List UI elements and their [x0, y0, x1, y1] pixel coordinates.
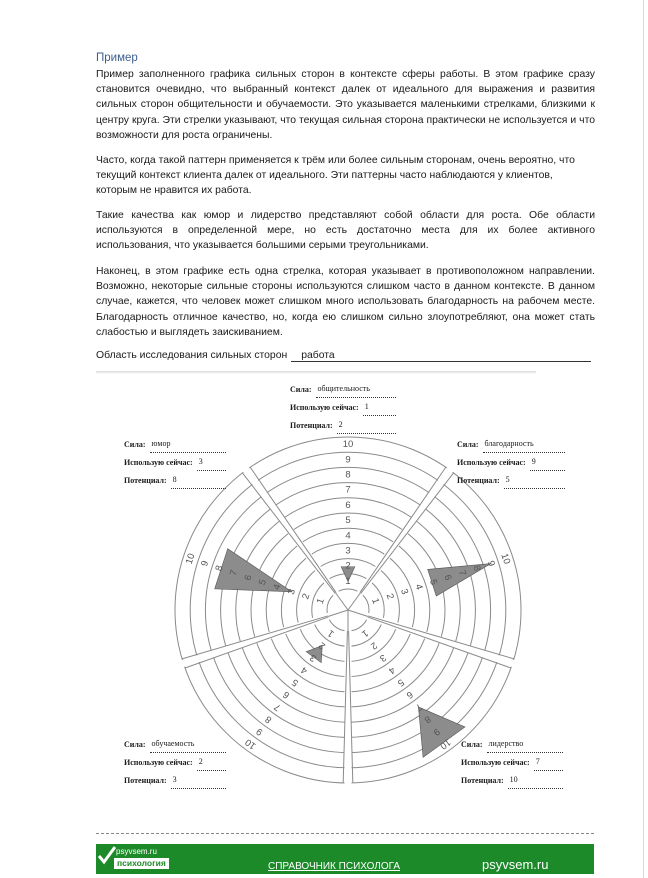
footer-bar: [96, 844, 594, 874]
using-now-value: 3: [197, 453, 226, 471]
ring-number: 1: [325, 627, 337, 640]
using-now-label: Использую сейчас:: [457, 458, 526, 467]
ring-number: 3: [398, 587, 411, 596]
paragraph-1: Пример заполненного графика сильных сторон в контексте сферы работы. В этом графике сразу становится очевидно, что выбранный контекст далек от идеального для выражения и развития сильных сторон общительности и обучаемости. Это указывается маленькими стрелками, близкими к центру круга. Эти стрелки указывают, что текущая сильная сторона практически не используется и что возможности для роста ограничены.: [96, 69, 595, 141]
using-now-label: Использую сейчас:: [461, 758, 530, 767]
using-now-value: 1: [363, 398, 396, 416]
using-now-value: 2: [197, 753, 226, 771]
strength-label: Сила:: [290, 385, 312, 394]
ring-number: 8: [263, 713, 275, 726]
paragraph-3: Такие качества как юмор и лидерство представляют собой области для роста. Обе области используются в определенной мере, но есть достаточно места для их более активного использования, что указывается большими серыми треугольниками.: [96, 210, 595, 252]
ring-number: 4: [386, 664, 397, 677]
ring-number: 6: [281, 688, 292, 701]
ring-number: 7: [228, 568, 241, 578]
ring-number: 9: [484, 559, 497, 568]
ring-number: 7: [455, 568, 468, 578]
potential-label: Потенциал:: [290, 421, 333, 430]
paragraph-4: Наконец, в этом графике есть одна стрелка, которая указывает в противоположном направлении. Возможно, некоторые сильные стороны используются слишком часто в данном контексте. В данном случае, кажется, что человек может слишком много использовать благодарность на рабочем месте. Благодарность отличное качество, но, когда ею слишком сильно злоупотребляют, она может стать слабостью и выглядеть заискиванием.: [96, 266, 595, 338]
ring-number: 10: [243, 736, 259, 752]
using-now-value: 9: [530, 453, 565, 471]
ring-number: 9: [199, 559, 212, 568]
ring-number: 4: [345, 530, 351, 542]
ring-number: 6: [345, 499, 351, 511]
potential-value: 8: [171, 471, 226, 489]
strength-label: Сила:: [124, 740, 146, 749]
card-sociability: [290, 380, 396, 434]
ring-number: 4: [299, 664, 310, 677]
ring-number: 9: [345, 454, 351, 466]
strength-name: юмор: [150, 435, 226, 453]
ring-number: 8: [345, 469, 351, 481]
ring-number: 6: [242, 573, 255, 582]
ring-number: 10: [437, 736, 453, 752]
card-gratitude: [457, 435, 565, 489]
ring-number: 5: [345, 515, 351, 527]
card-leadership: [461, 735, 563, 789]
sector-gap: [182, 610, 348, 664]
paragraph-2: Часто, когда такой паттерн применяется к трём или более сильным сторонам, очень вероятно, что текущий контекст клиента далек от идеального. Эти паттерны часто наблюдаются у клиентов, которым не нравится их работа.: [96, 155, 575, 197]
ring-number: 1: [359, 627, 371, 640]
ring-number: 2: [300, 592, 313, 601]
ring-number: 2: [383, 592, 396, 601]
ring-number: 1: [345, 575, 351, 587]
ring-number: 4: [271, 582, 284, 592]
ring-number: 7: [272, 700, 283, 713]
logo-brand-text: психология: [114, 858, 169, 869]
sector-gap: [348, 610, 514, 664]
potential-value: 3: [171, 771, 226, 789]
ring-number: 10: [498, 552, 513, 566]
ring-number: 5: [426, 578, 440, 587]
ring-number: 7: [345, 484, 351, 496]
ring-number: 4: [412, 582, 425, 592]
using-now-label: Использую сейчас:: [290, 403, 359, 412]
footer-logo[interactable]: [96, 844, 174, 874]
ring-number: 5: [256, 578, 270, 587]
ring-number: 8: [213, 564, 226, 573]
card-humor: [124, 435, 226, 489]
research-area-value: работа: [291, 350, 591, 362]
strength-label: Сила:: [124, 440, 146, 449]
sector-edge: [182, 616, 328, 659]
sector-edge: [368, 616, 514, 659]
potential-label: Потенциал:: [457, 476, 500, 485]
ring-number: 7: [413, 700, 424, 713]
ring-number: 2: [345, 560, 351, 572]
potential-value: 10: [508, 771, 563, 789]
ring-number: 6: [404, 688, 415, 701]
strength-label: Сила:: [461, 740, 483, 749]
ring-number: 1: [369, 596, 382, 606]
ring-number: 6: [441, 573, 454, 582]
ring-number: 3: [377, 651, 389, 664]
potential-label: Потенциал:: [461, 776, 504, 785]
strength-name: лидерство: [487, 735, 563, 753]
ring-number: 10: [342, 439, 354, 451]
ring-number: 5: [290, 676, 301, 689]
using-now-label: Использую сейчас:: [124, 758, 193, 767]
footer-directory-link[interactable]: СПРАВОЧНИК ПСИХОЛОГА: [268, 861, 401, 872]
potential-value: 5: [504, 471, 565, 489]
footer-rule: [96, 833, 594, 834]
strength-name: обучаемость: [150, 735, 226, 753]
research-area-label: Область исследования сильных сторон: [96, 350, 288, 361]
footer-site-link[interactable]: psyvsem.ru: [482, 857, 549, 872]
ring-number: 9: [430, 725, 442, 738]
logo-site-text: psyvsem.ru: [116, 847, 157, 856]
ring-number: 3: [307, 651, 319, 664]
ring-number: 5: [395, 676, 406, 689]
potential-label: Потенциал:: [124, 476, 167, 485]
ring-number: 9: [254, 725, 266, 738]
strength-label: Сила:: [457, 440, 479, 449]
ring-number: 2: [316, 639, 328, 652]
using-now-value: 7: [534, 753, 563, 771]
ring-number: 3: [285, 587, 298, 596]
ring-number: 8: [470, 564, 483, 573]
ring-number: 2: [368, 639, 380, 652]
potential-value: 2: [337, 416, 396, 434]
ring-number: 1: [314, 596, 327, 606]
section-heading: Пример: [96, 52, 138, 64]
strength-name: благодарность: [483, 435, 565, 453]
ring-number: 8: [421, 713, 433, 726]
potential-label: Потенциал:: [124, 776, 167, 785]
card-learnability: [124, 735, 226, 789]
strength-name: общительность: [316, 380, 396, 398]
ring-number: 3: [345, 545, 351, 557]
ring-number: 10: [183, 552, 198, 566]
using-now-label: Использую сейчас:: [124, 458, 193, 467]
